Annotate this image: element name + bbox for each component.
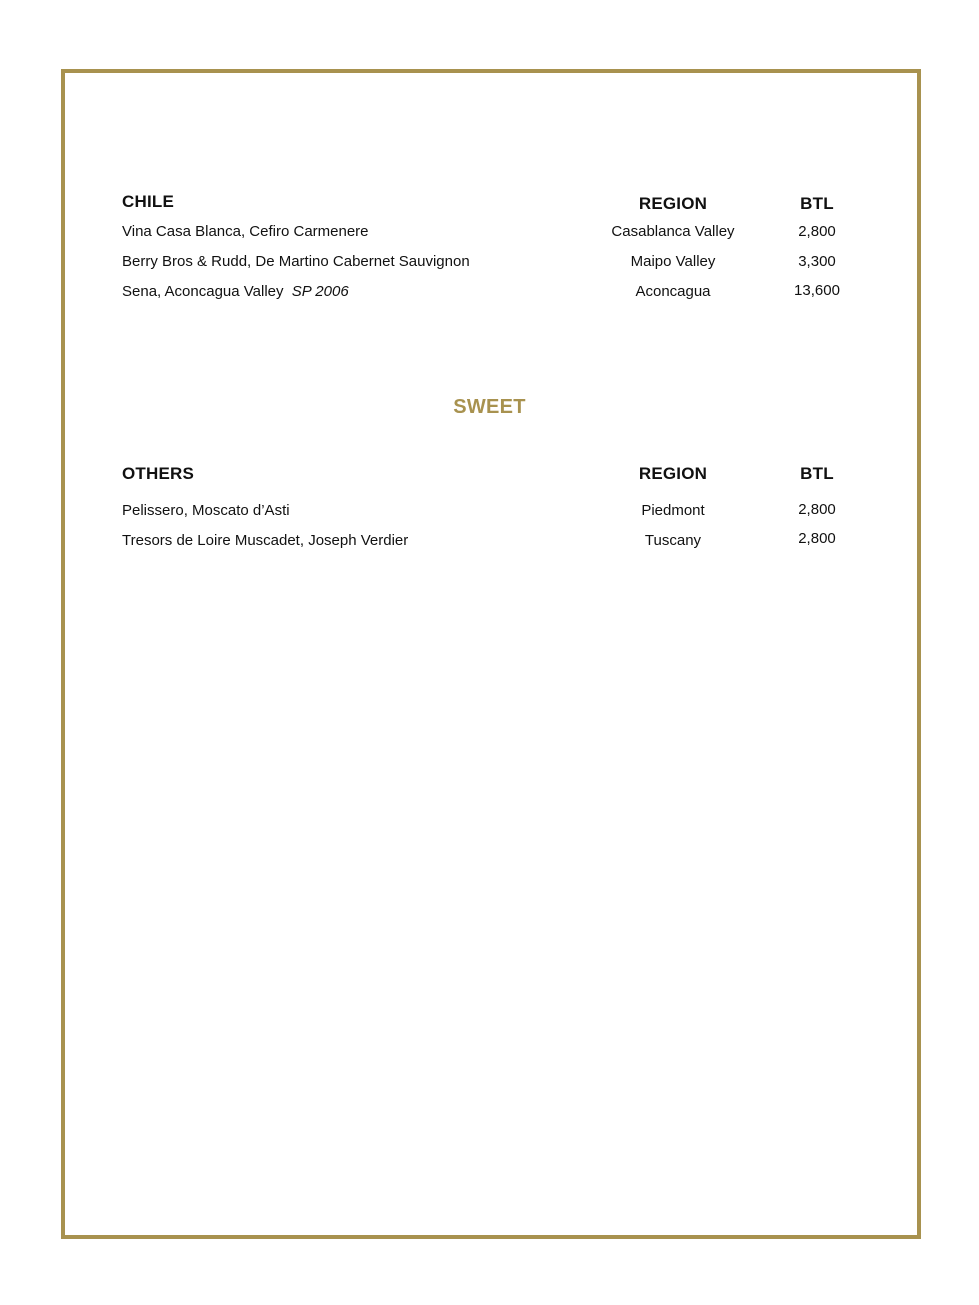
wine-name: Berry Bros & Rudd, De Martino Cabernet Sauvignon (122, 253, 470, 270)
others-region-header: REGION (638, 464, 708, 483)
chile-heading: CHILE (122, 192, 174, 211)
wine-region: Aconcagua (635, 283, 711, 300)
wine-name: Sena, Aconcagua Valley (122, 283, 284, 300)
wine-btl-price: 13,600 (794, 282, 840, 299)
wine-btl-price: 2,800 (798, 530, 836, 547)
list-item (122, 253, 862, 283)
wine-btl-price: 2,800 (798, 223, 836, 240)
wine-name-line (122, 283, 349, 300)
others-btl-header: BTL (800, 464, 834, 483)
list-item (122, 532, 862, 562)
wine-btl-price: 3,300 (798, 253, 836, 270)
others-header-row (122, 462, 862, 486)
chile-btl-header: BTL (800, 194, 834, 213)
wine-region: Maipo Valley (630, 253, 716, 270)
wine-name: Tresors de Loire Muscadet, Joseph Verdier (122, 532, 409, 549)
wine-name: Vina Casa Blanca, Cefiro Carmenere (122, 223, 369, 240)
sweet-section-title: SWEET (453, 396, 526, 418)
chile-section (122, 190, 862, 300)
wine-region: Casablanca Valley (611, 223, 735, 240)
chile-region-header: REGION (638, 194, 708, 213)
wine-region: Tuscany (644, 532, 702, 549)
wine-name: Pelissero, Moscato d’Asti (122, 502, 290, 519)
list-item (122, 223, 862, 253)
list-item (122, 283, 862, 313)
wine-vintage: SP 2006 (291, 283, 349, 300)
others-heading: OTHERS (122, 464, 195, 483)
wine-region: Piedmont (641, 502, 705, 519)
list-item (122, 502, 862, 532)
chile-header-row (122, 190, 862, 214)
others-section (122, 462, 862, 549)
wine-btl-price: 2,800 (798, 501, 836, 518)
